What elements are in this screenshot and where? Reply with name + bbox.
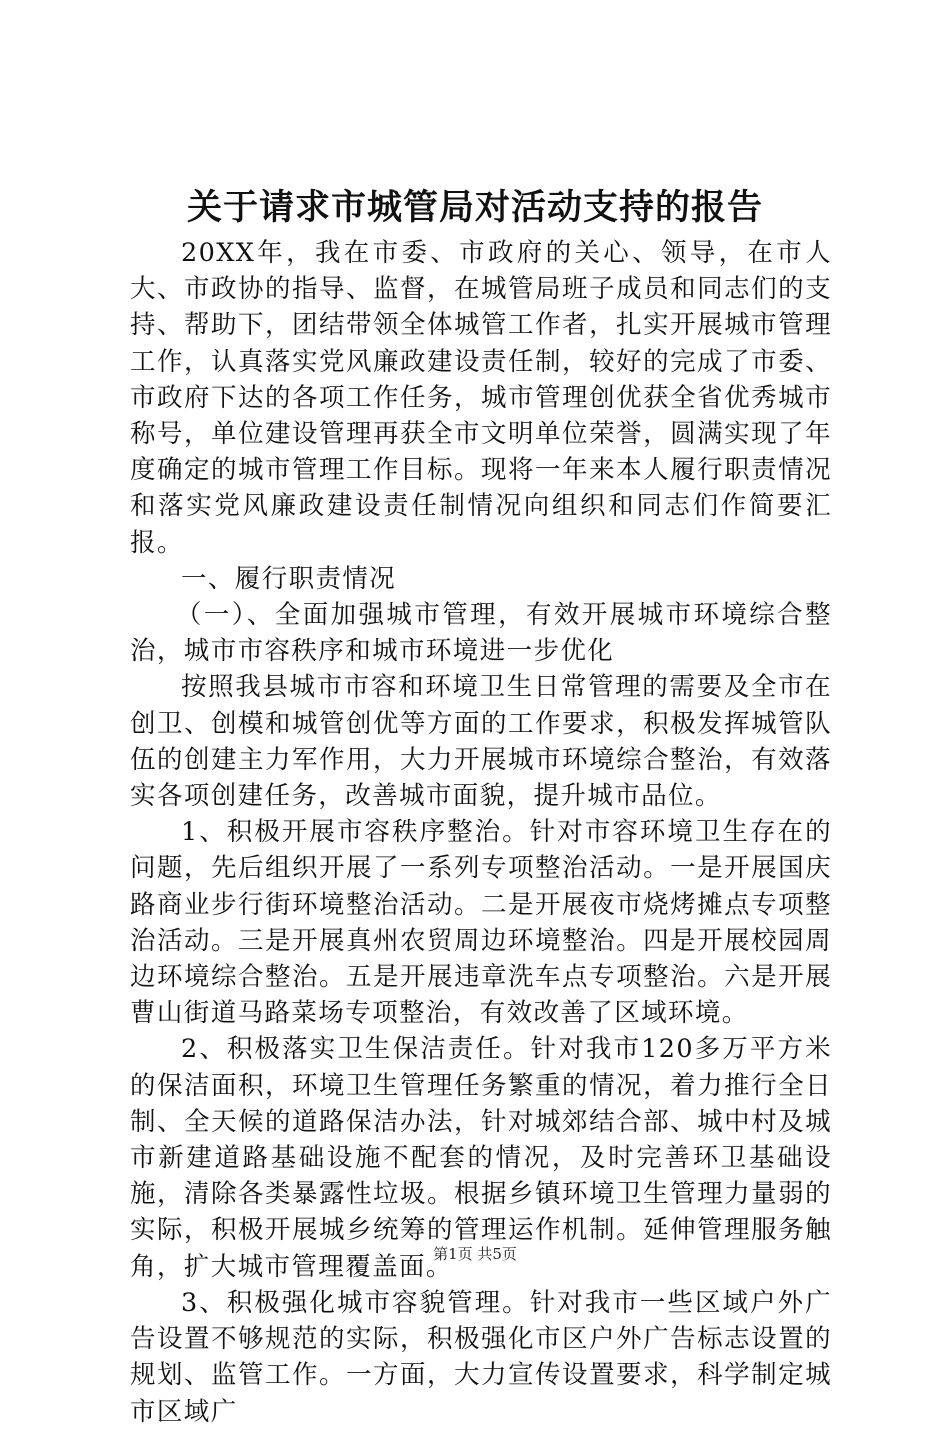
paragraph-intro: 20XX年，我在市委、市政府的关心、领导，在市人大、市政协的指导、监督，在城管局班子成员和同志们的支持、帮助下，团结带领全体城管工作者，扎实开展城市管理工作，认真落实党风廉政建设责任制，较好的完成了市委、市政府下达的各项工作任务，城市管理创优获全省优秀城市称号，单位建设管理再获全市文明单位荣誉，圆满实现了年度确定的城市管理工作目标。现将一年来本人履行职责情况和落实党风廉政建设责任制情况向组织和同志们作简要汇报。 <box>130 238 832 558</box>
section-heading-1: 一、履行职责情况 <box>181 563 397 594</box>
page-number-footer: 第1页 共5页 <box>433 1245 517 1263</box>
subsection-heading-1: （一）、全面加强城市管理，有效开展城市环境综合整治，城市市容秩序和城市环境进一步优化 <box>130 600 832 667</box>
paragraph-item-1: 1、积极开展市容秩序整治。针对市容环境卫生存在的问题，先后组织开展了一系列专项整治活动。一是开展国庆路商业步行街环境整治活动。二是开展夜市烧烤摊点专项整治活动。三是开展真州农贸周边环境整治。四是开展校园周边环境综合整治。五是开展违章洗车点专项整治。六是开展曹山街道马路菜场专项整治，有效改善了区域环境。 <box>130 817 832 1029</box>
paragraph-item-3: 3、积极强化城市容貌管理。针对我市一些区域户外广告设置不够规范的实际，积极强化市区户外广告标志设置的规划、监管工作。一方面，大力宣传设置要求，科学制定城市区域广 <box>130 1287 832 1427</box>
paragraph-section-overview: 按照我县城市市容和环境卫生日常管理的需要及全市在创卫、创模和城管创优等方面的工作要求，积极发挥城管队伍的创建主力军作用，大力开展城市环境综合整治，有效落实各项创建任务，改善城市面貌，提升城市品位。 <box>130 672 832 812</box>
document-title: 关于请求市城管局对活动支持的报告 <box>186 187 763 228</box>
paragraph-item-2: 2、积极落实卫生保洁责任。针对我市120多万平方米的保洁面积，环境卫生管理任务繁重的情况，着力推行全日制、全天候的道路保洁办法，针对城郊结合部、城中村及城市新建道路基础设施不配套的情况，及时完善环卫基础设施，清除各类暴露性垃圾。根据乡镇环境卫生管理力量弱的实际，积极开展城乡统筹的管理运作机制。延伸管理服务触角，扩大城市管理覆盖面。 <box>130 1034 832 1282</box>
